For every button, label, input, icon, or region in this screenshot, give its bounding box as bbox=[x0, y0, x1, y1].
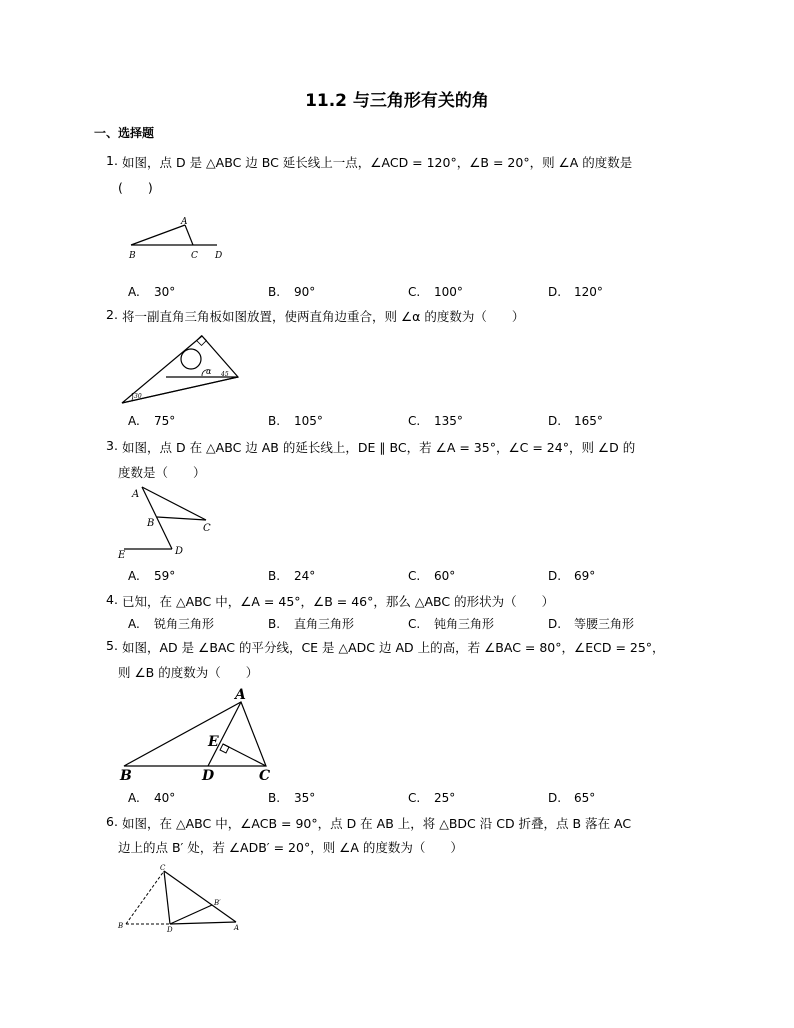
fig2-label-30: 30 bbox=[134, 393, 142, 400]
fig3-label-b: B bbox=[147, 518, 155, 529]
question-6-text-line2: 边上的点 B′ 处，若 ∠ADB′ = 20°，则 ∠A 的度数为（ ） bbox=[118, 840, 463, 855]
question-4-number: 4. bbox=[106, 592, 118, 607]
fig6-label-d: D bbox=[167, 926, 173, 934]
question-5-text-line2: 则 ∠B 的度数为（ ） bbox=[118, 665, 259, 680]
question-2-figure bbox=[118, 330, 243, 408]
page-title: 11.2 与三角形有关的角 bbox=[305, 91, 489, 111]
fig5-label-c: C bbox=[259, 768, 271, 784]
question-4-option-b: B. 直角三角形 bbox=[268, 617, 355, 631]
fig6-label-b: B bbox=[118, 922, 124, 930]
fig5-label-b: B bbox=[120, 768, 132, 784]
question-3-option-b: B. 24° bbox=[268, 569, 316, 583]
question-3-text-line2: 度数是（ ） bbox=[118, 465, 206, 480]
fig5-label-d: D bbox=[202, 768, 215, 784]
section-heading: 一、选择题 bbox=[94, 126, 155, 140]
fig5-label-e: E bbox=[208, 734, 219, 750]
question-1-answer-blank: ( ) bbox=[118, 180, 153, 195]
fig1-label-b: B bbox=[129, 251, 136, 261]
question-5-option-d: D. 65° bbox=[548, 791, 596, 805]
fig6-label-c: C bbox=[160, 864, 166, 872]
fig2-label-alpha: α bbox=[206, 367, 212, 376]
question-3-option-c: C. 60° bbox=[408, 569, 456, 583]
question-3-option-a: A. 59° bbox=[128, 569, 176, 583]
fig3-label-d: D bbox=[175, 546, 184, 557]
question-5-number: 5. bbox=[106, 638, 118, 653]
fig1-label-c: C bbox=[191, 251, 198, 261]
question-1-number: 1. bbox=[106, 153, 118, 168]
question-2-option-b: B. 105° bbox=[268, 414, 323, 428]
fig6-label-bprime: B′ bbox=[214, 899, 221, 907]
question-2-text: 将一副直角三角板如图放置，使两直角边重合，则 ∠α 的度数为（ ） bbox=[122, 309, 525, 324]
question-1-option-b: B. 90° bbox=[268, 285, 316, 299]
question-3-text: 如图，点 D 在 △ABC 边 AB 的延长线上，DE ∥ BC，若 ∠A = 35°，∠C = 24°，则 ∠D 的 bbox=[122, 440, 636, 455]
fig5-label-a: A bbox=[235, 687, 246, 703]
question-5-figure bbox=[116, 684, 281, 784]
question-1-text: 如图，点 D 是 △ABC 边 BC 延长线上一点，∠ACD = 120°，∠B = 20°，则 ∠A 的度数是 bbox=[122, 155, 633, 170]
fig3-label-c: C bbox=[203, 523, 211, 534]
question-2-option-d: D. 165° bbox=[548, 414, 603, 428]
fig1-label-d: D bbox=[215, 251, 223, 261]
question-2-option-a: A. 75° bbox=[128, 414, 176, 428]
fig1-label-a: A bbox=[181, 217, 188, 227]
question-4-option-c: C. 钝角三角形 bbox=[408, 617, 495, 631]
question-6-figure bbox=[114, 862, 254, 934]
fig3-label-e: E bbox=[118, 550, 126, 561]
question-3-option-d: D. 69° bbox=[548, 569, 596, 583]
question-4-option-a: A. 锐角三角形 bbox=[128, 617, 215, 631]
fig2-label-45: 45 bbox=[221, 371, 229, 378]
question-5-option-b: B. 35° bbox=[268, 791, 316, 805]
question-1-option-a: A. 30° bbox=[128, 285, 176, 299]
question-6-number: 6. bbox=[106, 814, 118, 829]
question-5-text: 如图，AD 是 ∠BAC 的平分线，CE 是 △ADC 边 AD 上的高，若 ∠BAC = 80°，∠ECD = 25°， bbox=[122, 640, 665, 655]
question-1-figure bbox=[125, 214, 230, 264]
fig3-label-a: A bbox=[132, 489, 140, 500]
question-2-number: 2. bbox=[106, 307, 118, 322]
question-1-option-c: C. 100° bbox=[408, 285, 463, 299]
question-6-text: 如图，在 △ABC 中，∠ACB = 90°，点 D 在 AB 上，将 △BDC 沿 CD 折叠，点 B 落在 AC bbox=[122, 816, 632, 831]
question-2-option-c: C. 135° bbox=[408, 414, 463, 428]
question-3-number: 3. bbox=[106, 438, 118, 453]
fig6-label-a: A bbox=[234, 924, 240, 932]
question-5-option-a: A. 40° bbox=[128, 791, 176, 805]
question-1-option-d: D. 120° bbox=[548, 285, 603, 299]
question-5-option-c: C. 25° bbox=[408, 791, 456, 805]
question-4-text: 已知，在 △ABC 中，∠A = 45°，∠B = 46°，那么 △ABC 的形状为（ ） bbox=[122, 594, 555, 609]
question-3-figure bbox=[116, 483, 216, 559]
question-4-option-d: D. 等腰三角形 bbox=[548, 617, 635, 631]
